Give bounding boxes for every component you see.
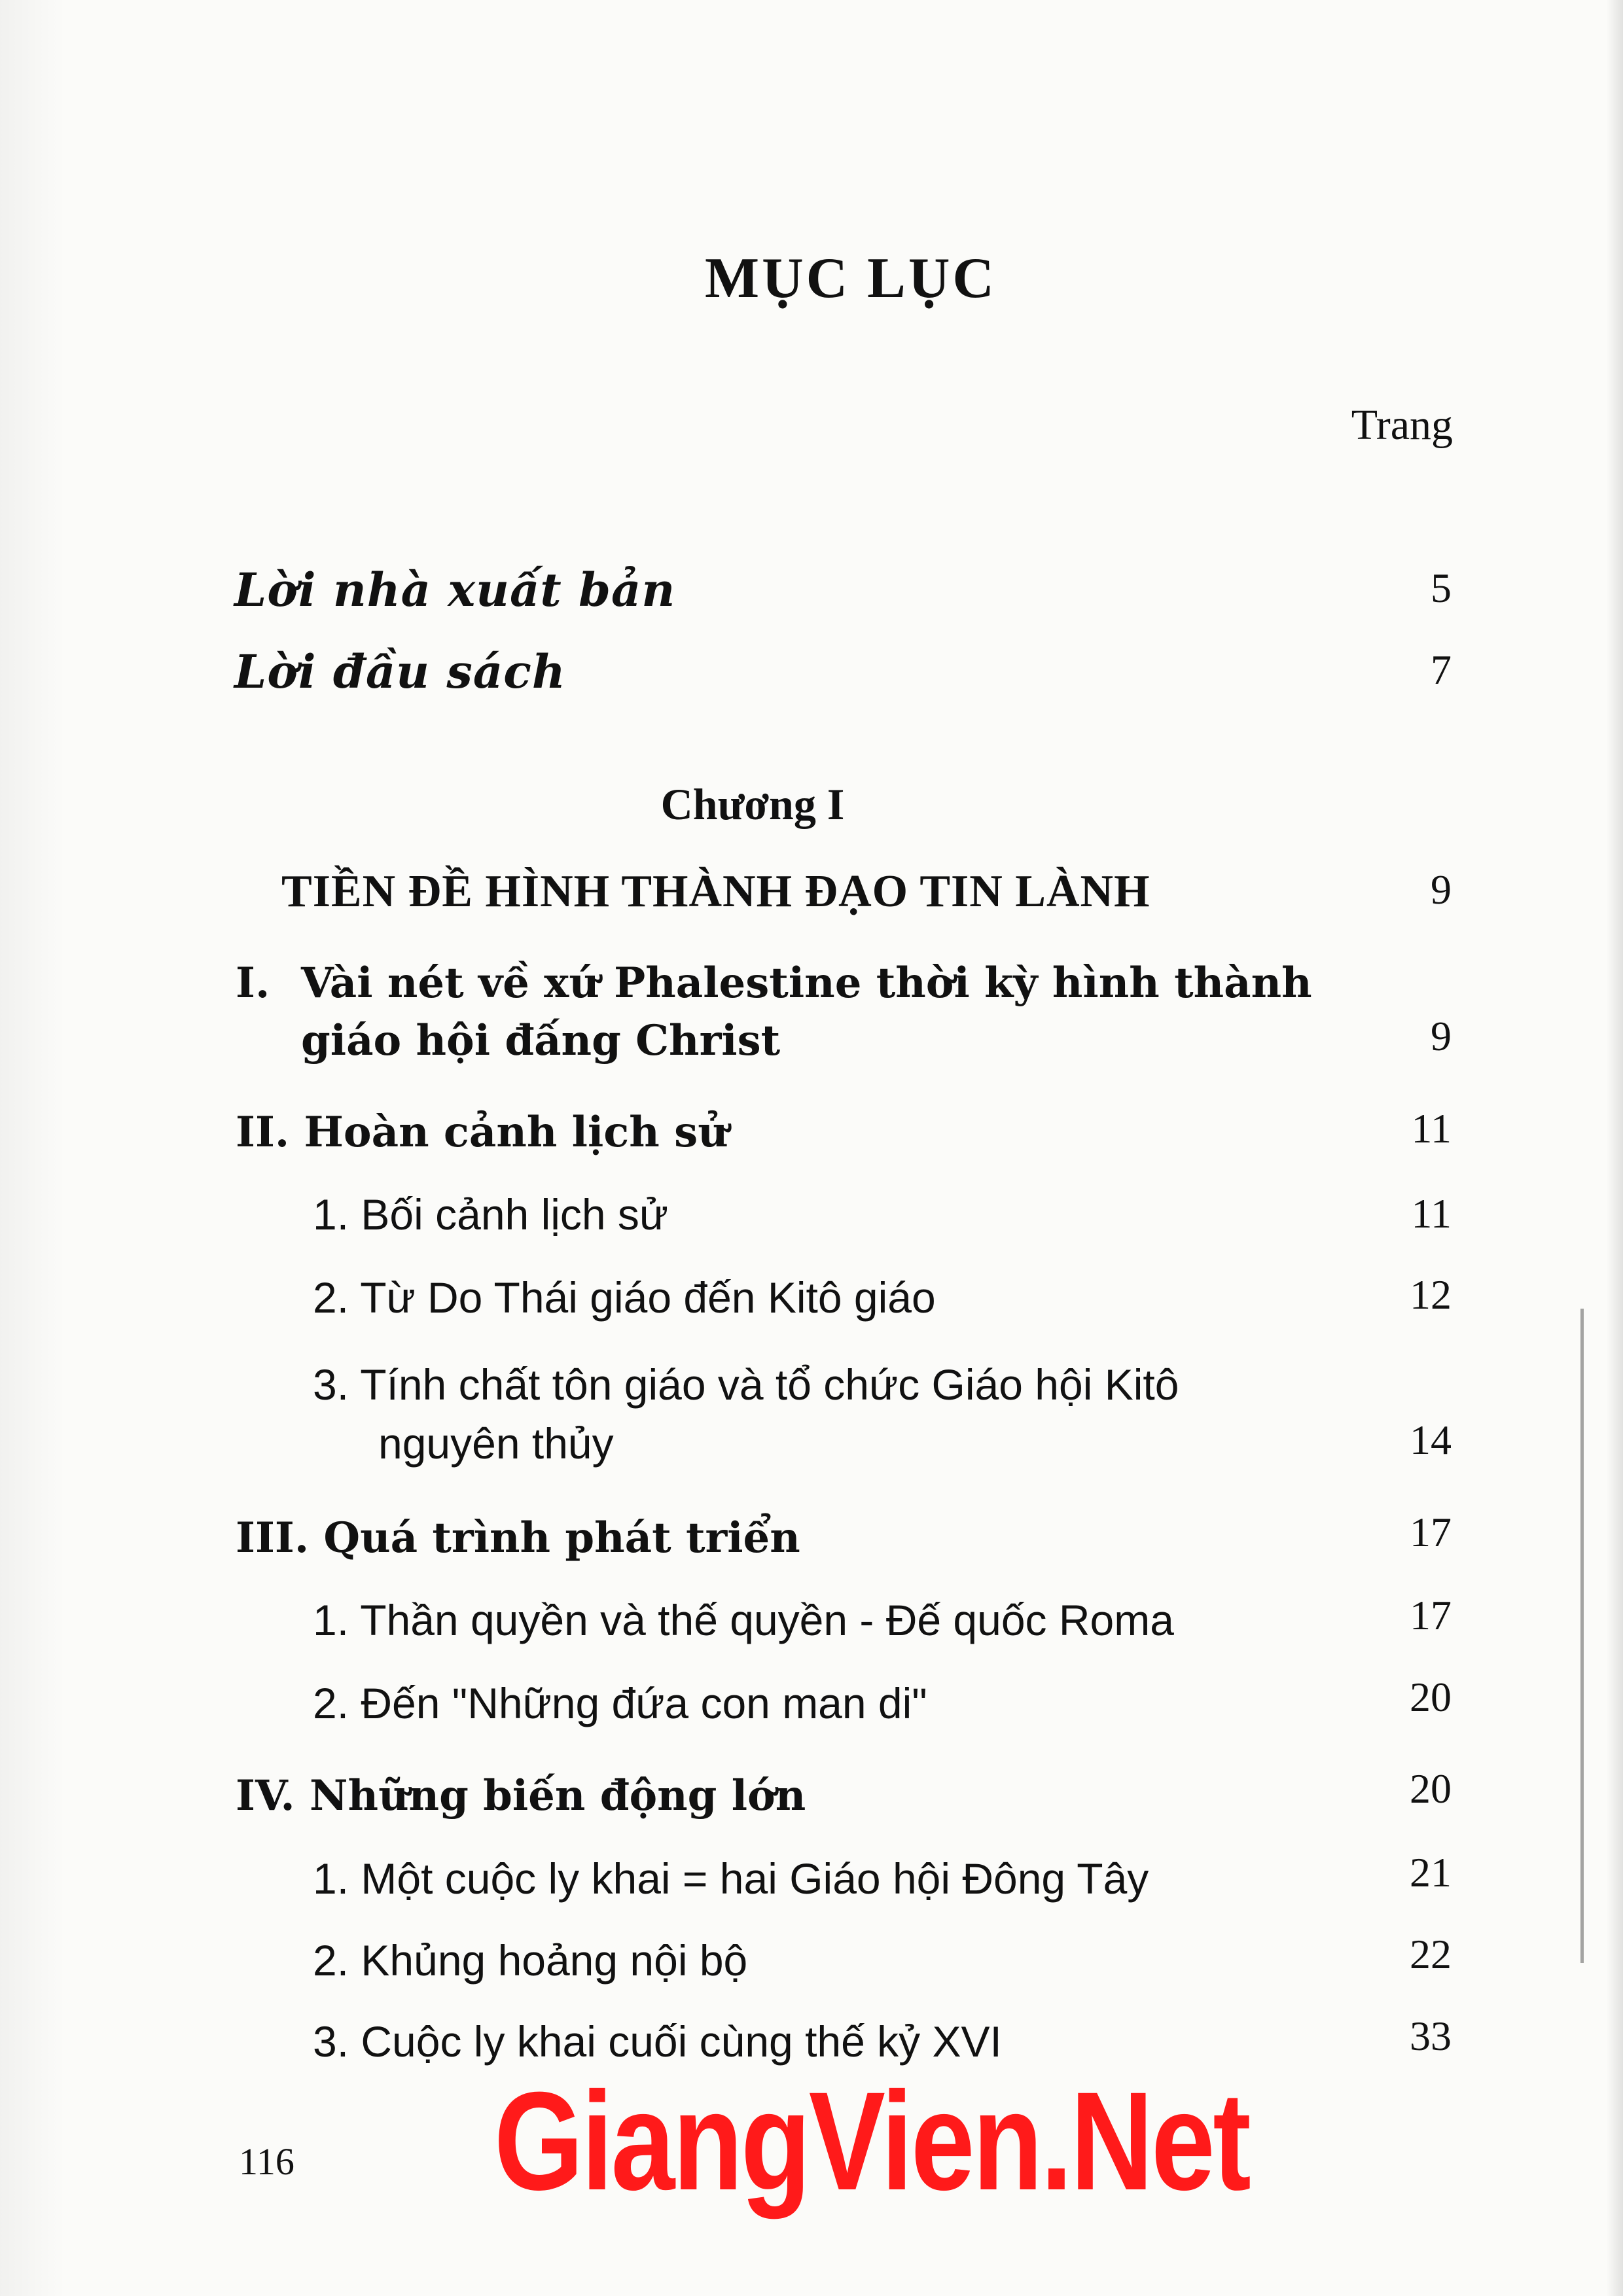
section-number: II. <box>236 1108 290 1157</box>
toc-subsection-label: 2. Khủng hoảng nội bộ <box>313 1936 748 1985</box>
toc-section-page: 11 <box>1411 1105 1452 1152</box>
toc-section-page: 9 <box>1431 1013 1452 1059</box>
toc-front-matter-label: Lời đầu sách <box>234 645 566 699</box>
toc-section-heading <box>236 1771 806 1820</box>
page-number: 116 <box>239 2140 294 2183</box>
toc-section-heading <box>236 959 1312 1008</box>
chapter-title: TIỀN ĐỀ HÌNH THÀNH ĐẠO TIN LÀNH <box>281 866 1150 917</box>
toc-subsection-label: 3. Tính chất tôn giáo và tổ chức Giáo hội Kitô <box>313 1360 1179 1409</box>
page-shadow-left <box>0 0 65 2296</box>
binding-edge-mark <box>1580 1309 1584 1963</box>
page-column-label: Trang <box>1351 401 1453 449</box>
section-title: Quá trình phát triển <box>323 1513 800 1563</box>
toc-subsection-label: 1. Một cuộc ly khai = hai Giáo hội Đông Tây <box>313 1854 1149 1903</box>
toc-front-matter-page: 7 <box>1431 646 1452 693</box>
section-title: Vài nét về xứ Phalestine thời kỳ hình thành <box>301 959 1312 1008</box>
toc-subsection-page: 21 <box>1410 1849 1452 1896</box>
watermark: GiangVien.Net <box>494 2063 1249 2219</box>
toc-section-page: 17 <box>1410 1509 1452 1555</box>
toc-front-matter-label: Lời nhà xuất bản <box>234 563 676 617</box>
toc-section-heading <box>236 1513 800 1563</box>
toc-section-page: 20 <box>1410 1765 1452 1812</box>
toc-section-heading <box>236 1108 728 1157</box>
toc-subsection-page: 17 <box>1410 1592 1452 1638</box>
toc-subsection-page: 11 <box>1411 1190 1452 1237</box>
toc-subsection-label: 1. Thần quyền và thế quyền - Đế quốc Roma <box>313 1596 1174 1644</box>
chapter-page: 9 <box>1431 866 1452 913</box>
page-title: MỤC LỤC <box>705 247 997 310</box>
toc-subsection-page: 22 <box>1410 1931 1452 1977</box>
toc-subsection-label: 2. Từ Do Thái giáo đến Kitô giáo <box>313 1273 936 1322</box>
toc-subsection-label: 2. Đến "Những đứa con man di" <box>313 1679 927 1727</box>
toc-subsection-label: 1. Bối cảnh lịch sử <box>313 1190 669 1239</box>
chapter-label: Chương I <box>660 779 845 829</box>
toc-subsection-page: 33 <box>1410 2013 1452 2059</box>
page-shadow-right <box>1606 0 1623 2296</box>
toc-front-matter-page: 5 <box>1431 565 1452 611</box>
toc-subsection-label-cont: nguyên thủy <box>378 1419 614 1468</box>
section-number: III. <box>236 1513 310 1563</box>
toc-subsection-label: 3. Cuộc ly khai cuối cùng thế kỷ XVI <box>313 2017 1002 2066</box>
toc-subsection-page: 14 <box>1410 1417 1452 1463</box>
toc-subsection-page: 12 <box>1410 1271 1452 1318</box>
toc-subsection-page: 20 <box>1410 1674 1452 1720</box>
section-title: Hoàn cảnh lịch sử <box>304 1108 728 1157</box>
section-title: Những biến động lớn <box>309 1771 806 1820</box>
section-number: IV. <box>236 1771 295 1820</box>
section-number: I. <box>236 959 270 1008</box>
toc-section-heading-cont: giáo hội đấng Christ <box>301 1016 781 1065</box>
